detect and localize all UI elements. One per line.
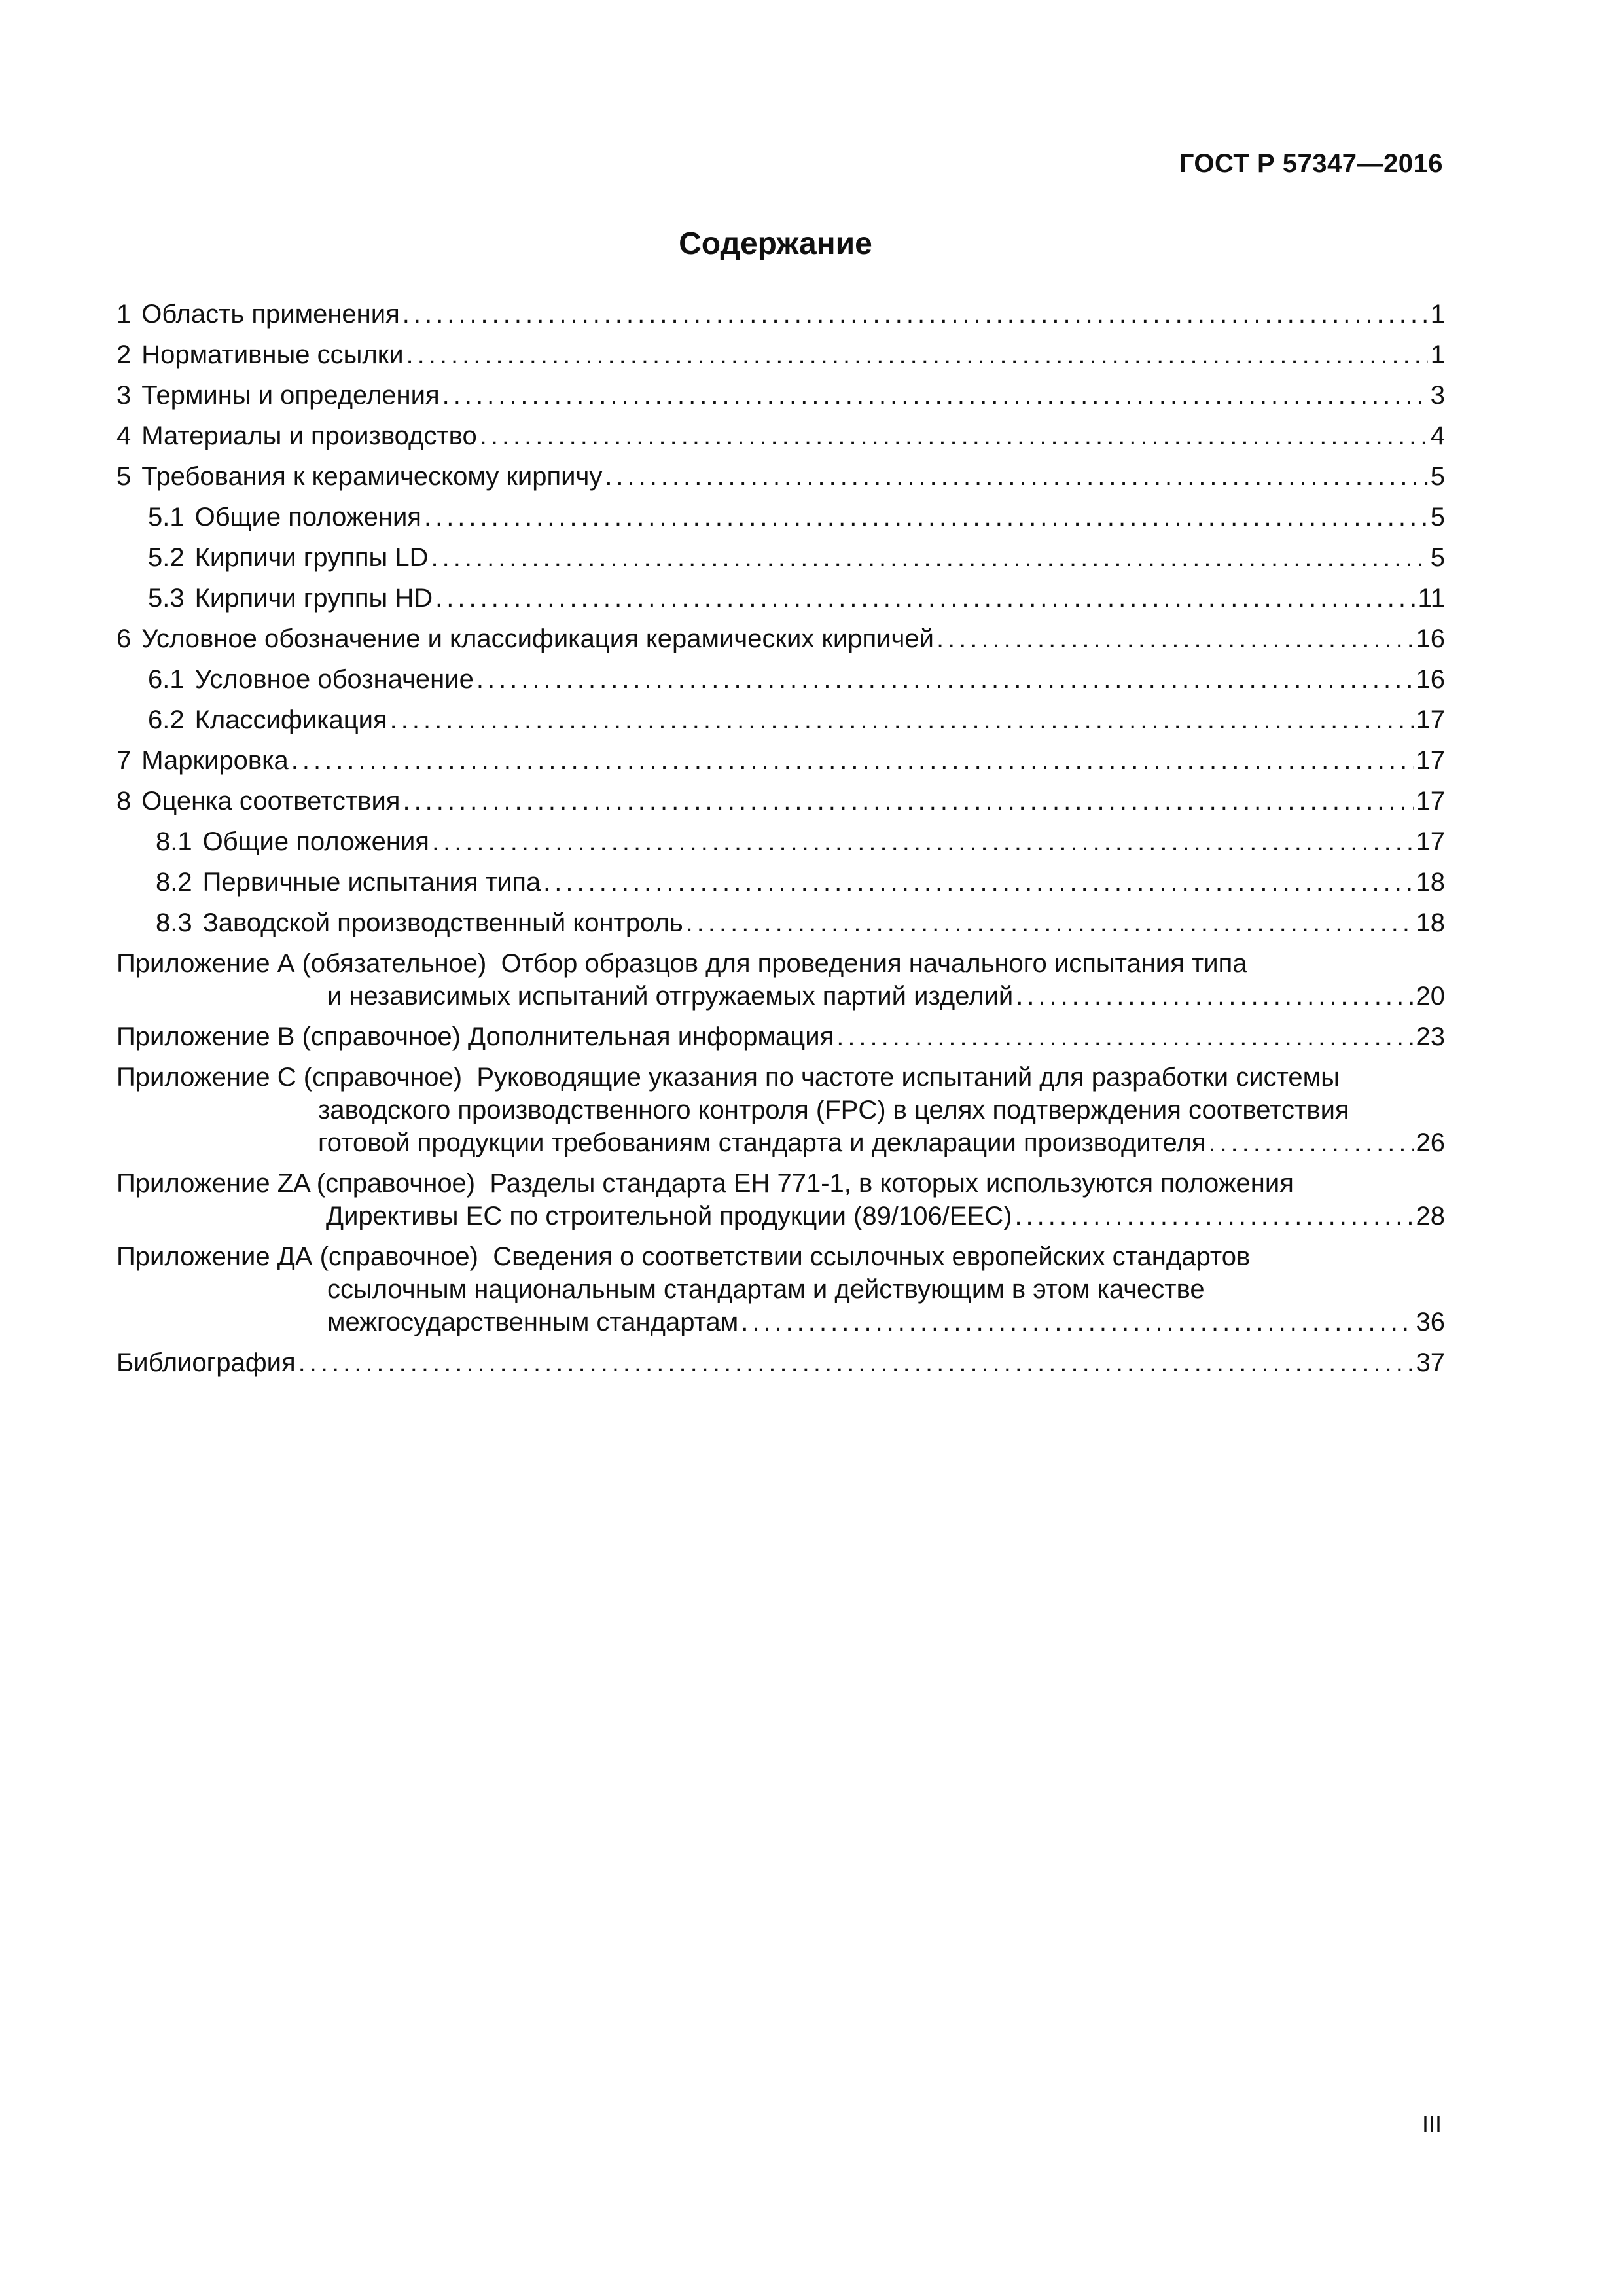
toc-appendix-a[interactable]	[116, 947, 1445, 1013]
toc-subentry[interactable]	[116, 906, 1445, 939]
dot-leader	[431, 541, 1428, 574]
toc-entry[interactable]	[116, 298, 1445, 331]
toc-entry-title: Кирпичи группы HD	[194, 584, 433, 613]
toc-entry-number: 7	[116, 746, 132, 775]
dot-leader	[476, 663, 1414, 696]
dot-leader	[291, 744, 1414, 777]
toc-entry-page: 4	[1430, 422, 1445, 450]
appendix-label: Приложение ZA (справочное)	[116, 1169, 476, 1198]
toc-appendix-b[interactable]	[116, 1020, 1445, 1053]
dot-leader	[543, 866, 1413, 899]
toc-entry-page: 5	[1430, 503, 1445, 531]
toc-appendix-c[interactable]	[116, 1061, 1445, 1159]
toc-subentry[interactable]	[116, 582, 1445, 615]
dot-leader	[836, 1020, 1413, 1053]
appendix-title-line: Директивы ЕС по строительной продукции (89/106/ЕЕС)	[326, 1202, 1012, 1230]
dot-leader	[424, 501, 1428, 533]
toc-entry-title: Библиография	[116, 1348, 296, 1377]
toc-entry-title: Общие положения	[194, 503, 421, 531]
toc-entry-number: 8.2	[156, 868, 192, 897]
dot-leader	[1014, 1200, 1413, 1232]
toc-entry-page: 17	[1416, 706, 1445, 734]
toc-entry-title: Требования к керамическому кирпичу	[141, 462, 603, 491]
toc-entry-title: Заводской производственный контроль	[202, 908, 683, 937]
toc-entry-title: Материалы и производство	[141, 422, 477, 450]
toc-entry-title: Нормативные ссылки	[141, 340, 404, 369]
toc-entry-page: 18	[1416, 868, 1445, 897]
appendix-title-line: заводского производственного контроля (FPC) в целях подтверждения соответствия	[318, 1096, 1349, 1124]
toc-entry-title: Маркировка	[141, 746, 289, 775]
dot-leader	[686, 906, 1414, 939]
appendix-title-line: Руководящие указания по частоте испытаний для разработки системы	[476, 1063, 1340, 1092]
appendix-label: Приложение А (обязательное)	[116, 949, 487, 978]
toc-entry-title: Термины и определения	[141, 381, 440, 410]
dot-leader	[402, 785, 1413, 817]
toc-entry-page: 20	[1416, 982, 1445, 1011]
toc-entry-title: Область применения	[141, 300, 400, 329]
appendix-label: Приложение В (справочное)	[116, 1022, 461, 1051]
dot-leader	[402, 298, 1428, 331]
appendix-title-line: готовой продукции требованиям стандарта и декларации производителя	[318, 1128, 1206, 1157]
toc-entry[interactable]	[116, 338, 1445, 371]
toc-entry-number: 6.2	[148, 706, 185, 734]
appendix-label: Приложение С (справочное)	[116, 1063, 463, 1092]
toc-entry-page: 16	[1416, 665, 1445, 694]
toc-entry[interactable]	[116, 622, 1445, 655]
toc-title: Содержание	[679, 226, 872, 261]
toc-entry-page: 1	[1430, 300, 1445, 329]
toc-entry-page: 11	[1418, 584, 1445, 613]
toc-entry-page: 5	[1430, 543, 1445, 572]
toc-entry-page: 18	[1416, 908, 1445, 937]
toc-entry[interactable]	[116, 379, 1445, 412]
toc-entry-number: 5.3	[148, 584, 185, 613]
appendix-title-line: Отбор образцов для проведения начального испытания типа	[501, 949, 1247, 978]
toc-entry-page: 17	[1416, 746, 1445, 775]
appendix-title-line: Дополнительная информация	[468, 1022, 834, 1051]
document-code: ГОСТ Р 57347—2016	[1179, 149, 1443, 178]
toc-subentry[interactable]	[116, 501, 1445, 533]
dot-leader	[442, 379, 1428, 412]
toc-entry-number: 6.1	[148, 665, 185, 694]
toc-entry-number: 5.1	[148, 503, 185, 531]
dot-leader	[605, 460, 1427, 493]
toc-entry-page: 16	[1416, 624, 1445, 653]
toc-subentry[interactable]	[116, 825, 1445, 858]
dot-leader	[432, 825, 1414, 858]
appendix-title-line: межгосударственным стандартам	[327, 1308, 739, 1336]
toc-subentry[interactable]	[116, 866, 1445, 899]
toc-entry-title: Классификация	[194, 706, 387, 734]
toc-entry-number: 8.1	[156, 827, 192, 856]
toc-entry-page: 23	[1416, 1022, 1445, 1051]
toc-entry-number: 2	[116, 340, 132, 369]
toc-entry[interactable]	[116, 420, 1445, 452]
toc-entry-number: 5.2	[148, 543, 185, 572]
appendix-title-line: и независимых испытаний отгружаемых партий изделий	[327, 982, 1014, 1011]
toc-entry-number: 3	[116, 381, 132, 410]
toc-appendix-za[interactable]	[116, 1167, 1445, 1232]
dot-leader	[1016, 980, 1413, 1013]
dot-leader	[936, 622, 1414, 655]
toc-entry-page: 26	[1416, 1128, 1445, 1157]
toc-entry-number: 8	[116, 787, 132, 816]
toc-entry-title: Общие положения	[202, 827, 429, 856]
toc-entry-page: 36	[1416, 1308, 1445, 1336]
toc-entry-page: 37	[1416, 1348, 1445, 1377]
toc-entry-number: 6	[116, 624, 132, 653]
appendix-title-line: Сведения о соответствии ссылочных европейских стандартов	[493, 1242, 1251, 1271]
table-of-contents	[116, 298, 1445, 1387]
toc-entry-number: 4	[116, 422, 132, 450]
dot-leader	[741, 1306, 1413, 1338]
page-number: III	[1421, 2111, 1442, 2138]
toc-entry-title: Условное обозначение	[194, 665, 474, 694]
toc-entry-page: 17	[1416, 787, 1445, 816]
dot-leader	[390, 704, 1414, 736]
toc-entry-title: Первичные испытания типа	[202, 868, 541, 897]
toc-entry-page: 17	[1416, 827, 1445, 856]
toc-entry-title: Кирпичи группы LD	[194, 543, 429, 572]
appendix-title-line: Разделы стандарта ЕН 771-1, в которых используются положения	[490, 1169, 1294, 1198]
toc-entry-number: 8.3	[156, 908, 192, 937]
dot-leader	[406, 338, 1428, 371]
toc-appendix-da[interactable]	[116, 1240, 1445, 1338]
toc-entry-number: 1	[116, 300, 132, 329]
toc-entry-page: 3	[1430, 381, 1445, 410]
toc-entry[interactable]	[116, 785, 1445, 817]
appendix-title-line: ссылочным национальным стандартам и действующим в этом качестве	[327, 1275, 1205, 1304]
dot-leader	[1208, 1126, 1413, 1159]
dot-leader	[298, 1346, 1414, 1379]
dot-leader	[480, 420, 1428, 452]
toc-subentry[interactable]	[116, 663, 1445, 696]
toc-entry-title: Оценка соответствия	[141, 787, 401, 816]
toc-entry[interactable]	[116, 744, 1445, 777]
dot-leader	[435, 582, 1415, 615]
toc-entry-page: 1	[1430, 340, 1445, 369]
toc-entry-page: 5	[1430, 462, 1445, 491]
toc-subentry[interactable]	[116, 704, 1445, 736]
toc-entry-title: Условное обозначение и классификация керамических кирпичей	[141, 624, 934, 653]
appendix-label: Приложение ДА (справочное)	[116, 1242, 478, 1271]
toc-entry-number: 5	[116, 462, 132, 491]
toc-entry[interactable]	[116, 460, 1445, 493]
toc-bibliography[interactable]	[116, 1346, 1445, 1379]
toc-subentry[interactable]	[116, 541, 1445, 574]
toc-entry-page: 28	[1416, 1202, 1445, 1230]
